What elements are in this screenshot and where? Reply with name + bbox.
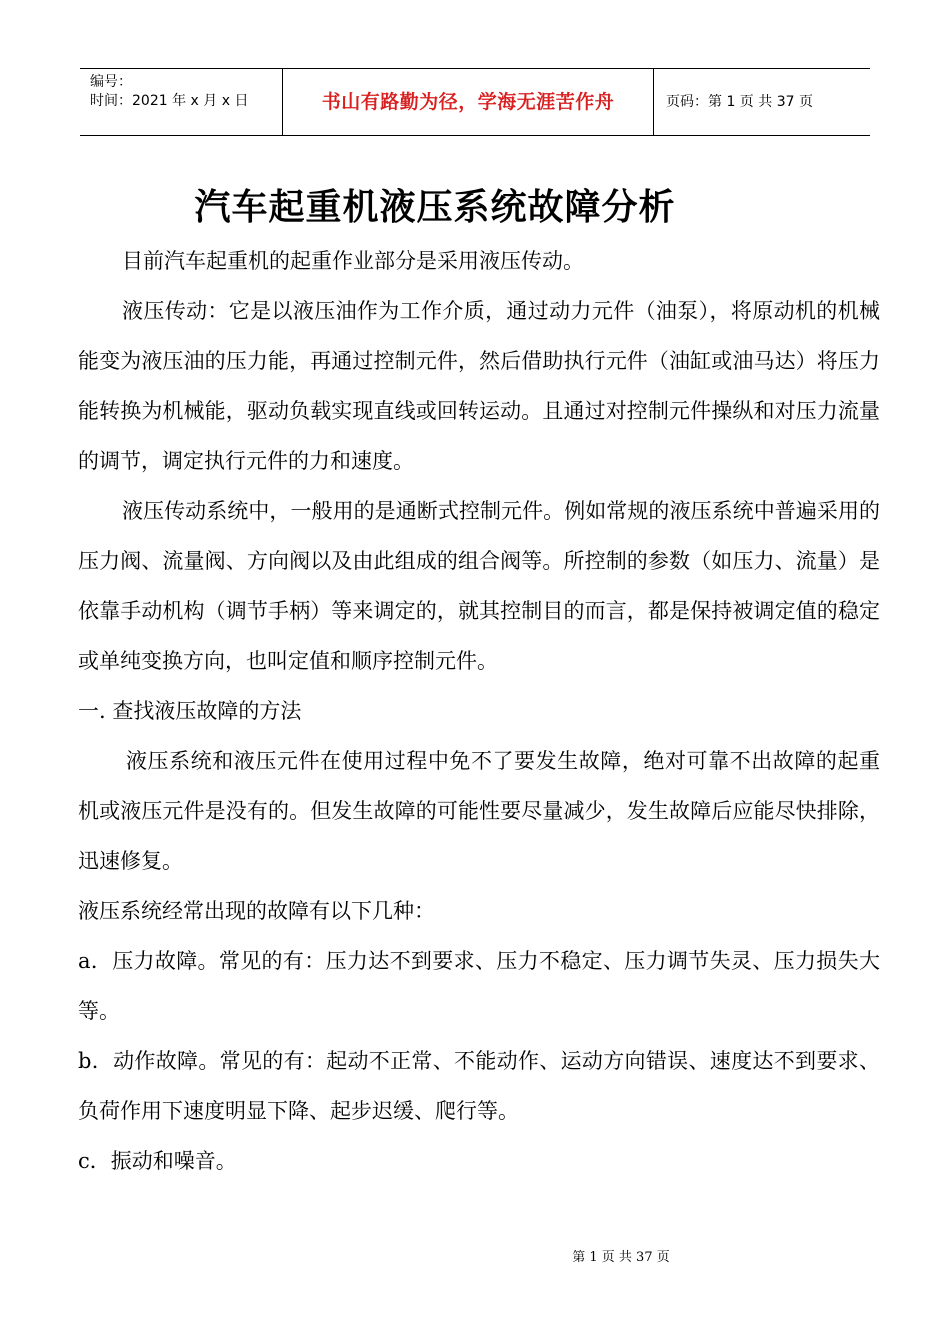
section-heading-fault-finding: 一. 查找液压故障的方法 <box>78 699 302 723</box>
header-motto: 书山有路勤为径，学海无涯苦作舟 <box>282 69 654 135</box>
page-header <box>80 68 870 136</box>
document-number-label: 编号： <box>90 74 132 90</box>
document-date: 时间：2021 年 x 月 x 日 <box>90 93 249 109</box>
paragraph-intro: 目前汽车起重机的起重作业部分是采用液压传动。 <box>122 249 584 273</box>
document-title: 汽车起重机液压系统故障分析 <box>194 187 676 228</box>
paragraph-control-elements: 液压传动系统中，一般用的是通断式控制元件。例如常规的液压系统中普遍采用的压力阀、流量阀、方向阀以及由此组成的组合阀等。所控制的参数（如压力、流量）是依靠手动机构（调节手柄）等来调定的，就其控制目的而言，都是保持被调定值的稳定或单纯变换方向，也叫定值和顺序控制元件。 <box>78 499 880 673</box>
list-item-vibration-noise: c．振动和噪音。 <box>78 1149 237 1173</box>
document-body <box>78 236 880 1186</box>
paragraph-hydraulic-transmission: 液压传动：它是以液压油作为工作介质，通过动力元件（油泵），将原动机的机械能变为液压油的压力能，再通过控制元件，然后借助执行元件（油缸或油马达）将压力能转换为机械能，驱动负载实现直线或回转运动。且通过对控制元件操纵和对压力流量的调节，调定执行元件的力和速度。 <box>78 299 880 473</box>
paragraph-fault-overview: 液压系统和液压元件在使用过程中免不了要发生故障，绝对可靠不出故障的起重机或液压元件是没有的。但发生故障的可能性要尽量减少，发生故障后应能尽快排除，迅速修复。 <box>78 749 880 873</box>
page-footer: 第 1 页 共 37 页 <box>572 1250 670 1265</box>
list-item-pressure-fault: a．压力故障。常见的有：压力达不到要求、压力不稳定、压力调节失灵、压力损失大等。 <box>78 949 880 1023</box>
header-page-info: 页码：第 1 页 共 37 页 <box>666 93 813 110</box>
list-item-action-fault: b．动作故障。常见的有：起动不正常、不能动作、运动方向错误、速度达不到要求、负荷作用下速度明显下降、起步迟缓、爬行等。 <box>78 1049 880 1123</box>
header-meta <box>80 69 282 135</box>
paragraph-fault-types-intro: 液压系统经常出现的故障有以下几种： <box>78 899 435 923</box>
